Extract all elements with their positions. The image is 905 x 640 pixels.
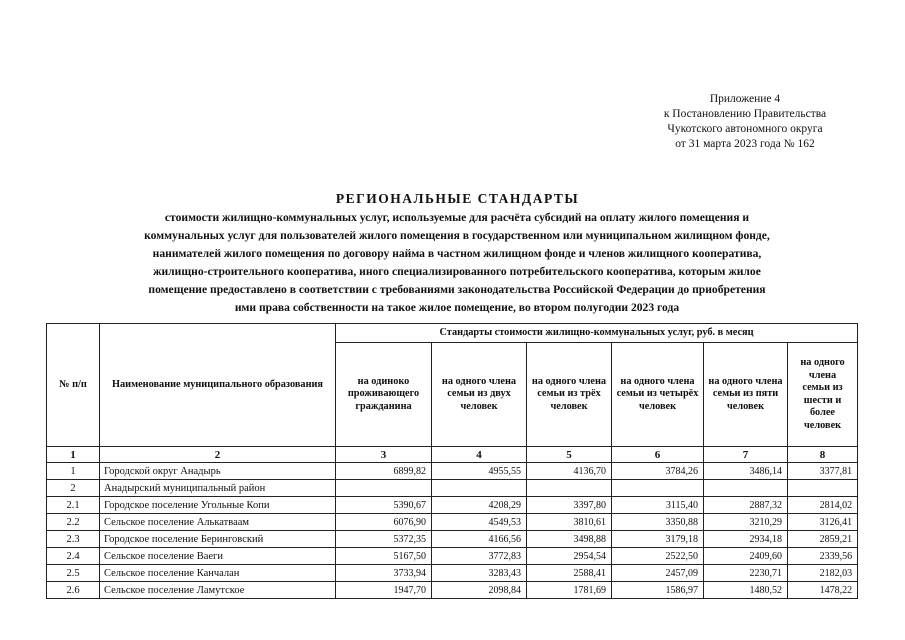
table-row <box>47 480 858 497</box>
sub-header: на одного члена семьи из двух человек <box>432 343 527 447</box>
municipality-name: Анадырский муниципальный район <box>100 480 336 497</box>
appendix-block <box>640 92 850 152</box>
cost-value: 4166,56 <box>432 531 527 548</box>
cost-value: 2409,60 <box>704 548 788 565</box>
cost-value: 1480,52 <box>704 582 788 599</box>
row-number: 2 <box>47 480 100 497</box>
cost-value <box>432 480 527 497</box>
cost-value: 3115,40 <box>612 497 704 514</box>
header-num: № п/п <box>47 324 100 447</box>
cost-value: 5167,50 <box>336 548 432 565</box>
column-number: 6 <box>612 447 704 463</box>
cost-value: 2098,84 <box>432 582 527 599</box>
cost-value: 2339,56 <box>788 548 858 565</box>
row-number: 2.5 <box>47 565 100 582</box>
municipality-name: Сельское поселение Канчалан <box>100 565 336 582</box>
sub-header: на одного члена семьи из шести и более человек <box>788 343 858 447</box>
cost-value: 3772,83 <box>432 548 527 565</box>
cost-value: 2887,32 <box>704 497 788 514</box>
cost-value: 3210,29 <box>704 514 788 531</box>
row-number: 2.3 <box>47 531 100 548</box>
appendix-line: Приложение 4 <box>709 93 781 105</box>
cost-value <box>612 480 704 497</box>
cost-value <box>704 480 788 497</box>
row-number: 2.4 <box>47 548 100 565</box>
row-number: 2.2 <box>47 514 100 531</box>
document-subtitle <box>62 209 852 317</box>
cost-value: 2522,50 <box>612 548 704 565</box>
subtitle-line: стоимости жилищно-коммунальных услуг, используемые для расчёта субсидий на оплату жилого помещения и <box>164 211 750 224</box>
subtitle-line: помещение предоставлено в соответствии с требованиями законодательства Российской Федерации до приобретения <box>148 283 766 296</box>
cost-value: 3810,61 <box>527 514 612 531</box>
column-numbers-row <box>47 447 858 463</box>
subtitle-line: нанимателей жилого помещения по договору найма в частном жилищном фонде и членов жилищного кооператива, <box>152 247 762 260</box>
municipality-name: Сельское поселение Ваеги <box>100 548 336 565</box>
cost-value: 3126,41 <box>788 514 858 531</box>
column-number: 5 <box>527 447 612 463</box>
cost-value: 2814,02 <box>788 497 858 514</box>
cost-value: 4549,53 <box>432 514 527 531</box>
row-number: 2.1 <box>47 497 100 514</box>
cost-value: 3377,81 <box>788 463 858 480</box>
table-row <box>47 514 858 531</box>
appendix-line: от 31 марта 2023 года № 162 <box>675 138 815 150</box>
column-number: 4 <box>432 447 527 463</box>
cost-value: 1781,69 <box>527 582 612 599</box>
header-group: Стандарты стоимости жилищно-коммунальных услуг, руб. в месяц <box>336 324 858 343</box>
document-title: РЕГИОНАЛЬНЫЕ СТАНДАРТЫ <box>335 191 580 206</box>
table-row <box>47 582 858 599</box>
cost-value: 3397,80 <box>527 497 612 514</box>
sub-header: на одного члена семьи из пяти человек <box>704 343 788 447</box>
cost-value: 3350,88 <box>612 514 704 531</box>
table-body <box>47 447 858 599</box>
cost-value: 3784,26 <box>612 463 704 480</box>
sub-header: на одиноко проживающего гражданина <box>336 343 432 447</box>
municipality-name: Сельское поселение Ламутское <box>100 582 336 599</box>
cost-value: 6899,82 <box>336 463 432 480</box>
municipality-name: Городской округ Анадырь <box>100 463 336 480</box>
cost-value: 5390,67 <box>336 497 432 514</box>
cost-value <box>527 480 612 497</box>
cost-value: 1586,97 <box>612 582 704 599</box>
municipality-name: Городское поселение Беринговский <box>100 531 336 548</box>
cost-value: 5372,35 <box>336 531 432 548</box>
appendix-line: к Постановлению Правительства <box>663 108 827 120</box>
table-row <box>47 548 858 565</box>
cost-value: 2934,18 <box>704 531 788 548</box>
column-number: 3 <box>336 447 432 463</box>
table-row <box>47 497 858 514</box>
standards-table <box>46 323 858 599</box>
header-name: Наименование муниципального образования <box>100 324 336 447</box>
sub-header: на одного члена семьи из четырёх человек <box>612 343 704 447</box>
table-row <box>47 531 858 548</box>
sub-header: на одного члена семьи из трёх человек <box>527 343 612 447</box>
cost-value: 3733,94 <box>336 565 432 582</box>
cost-value: 3486,14 <box>704 463 788 480</box>
cost-value: 3498,88 <box>527 531 612 548</box>
column-number: 7 <box>704 447 788 463</box>
column-number: 8 <box>788 447 858 463</box>
subtitle-line: ими права собственности на такое жилое помещение, во втором полугодии 2023 года <box>234 301 680 314</box>
municipality-name: Городское поселение Угольные Копи <box>100 497 336 514</box>
municipality-name: Сельское поселение Алькатваам <box>100 514 336 531</box>
cost-value: 6076,90 <box>336 514 432 531</box>
cost-value: 2954,54 <box>527 548 612 565</box>
cost-value: 3179,18 <box>612 531 704 548</box>
subtitle-line: жилищно-строительного кооператива, иного специализированного потребительского кооператива, которым жилое <box>153 265 761 278</box>
cost-value: 3283,43 <box>432 565 527 582</box>
cost-value: 4208,29 <box>432 497 527 514</box>
row-number: 1 <box>47 463 100 480</box>
cost-value <box>788 480 858 497</box>
cost-value: 2588,41 <box>527 565 612 582</box>
cost-value: 1478,22 <box>788 582 858 599</box>
cost-value <box>336 480 432 497</box>
column-number: 2 <box>100 447 336 463</box>
cost-value: 2182,03 <box>788 565 858 582</box>
cost-value: 2230,71 <box>704 565 788 582</box>
column-number: 1 <box>47 447 100 463</box>
table-row <box>47 565 858 582</box>
cost-value: 1947,70 <box>336 582 432 599</box>
appendix-line: Чукотского автономного округа <box>667 123 823 135</box>
cost-value: 2457,09 <box>612 565 704 582</box>
cost-value: 4136,70 <box>527 463 612 480</box>
cost-value: 2859,21 <box>788 531 858 548</box>
subtitle-line: коммунальных услуг для пользователей жилого помещения в государственном или муниципальном жилищном фонде, <box>144 229 770 242</box>
cost-value: 4955,55 <box>432 463 527 480</box>
table-row <box>47 463 858 480</box>
row-number: 2.6 <box>47 582 100 599</box>
